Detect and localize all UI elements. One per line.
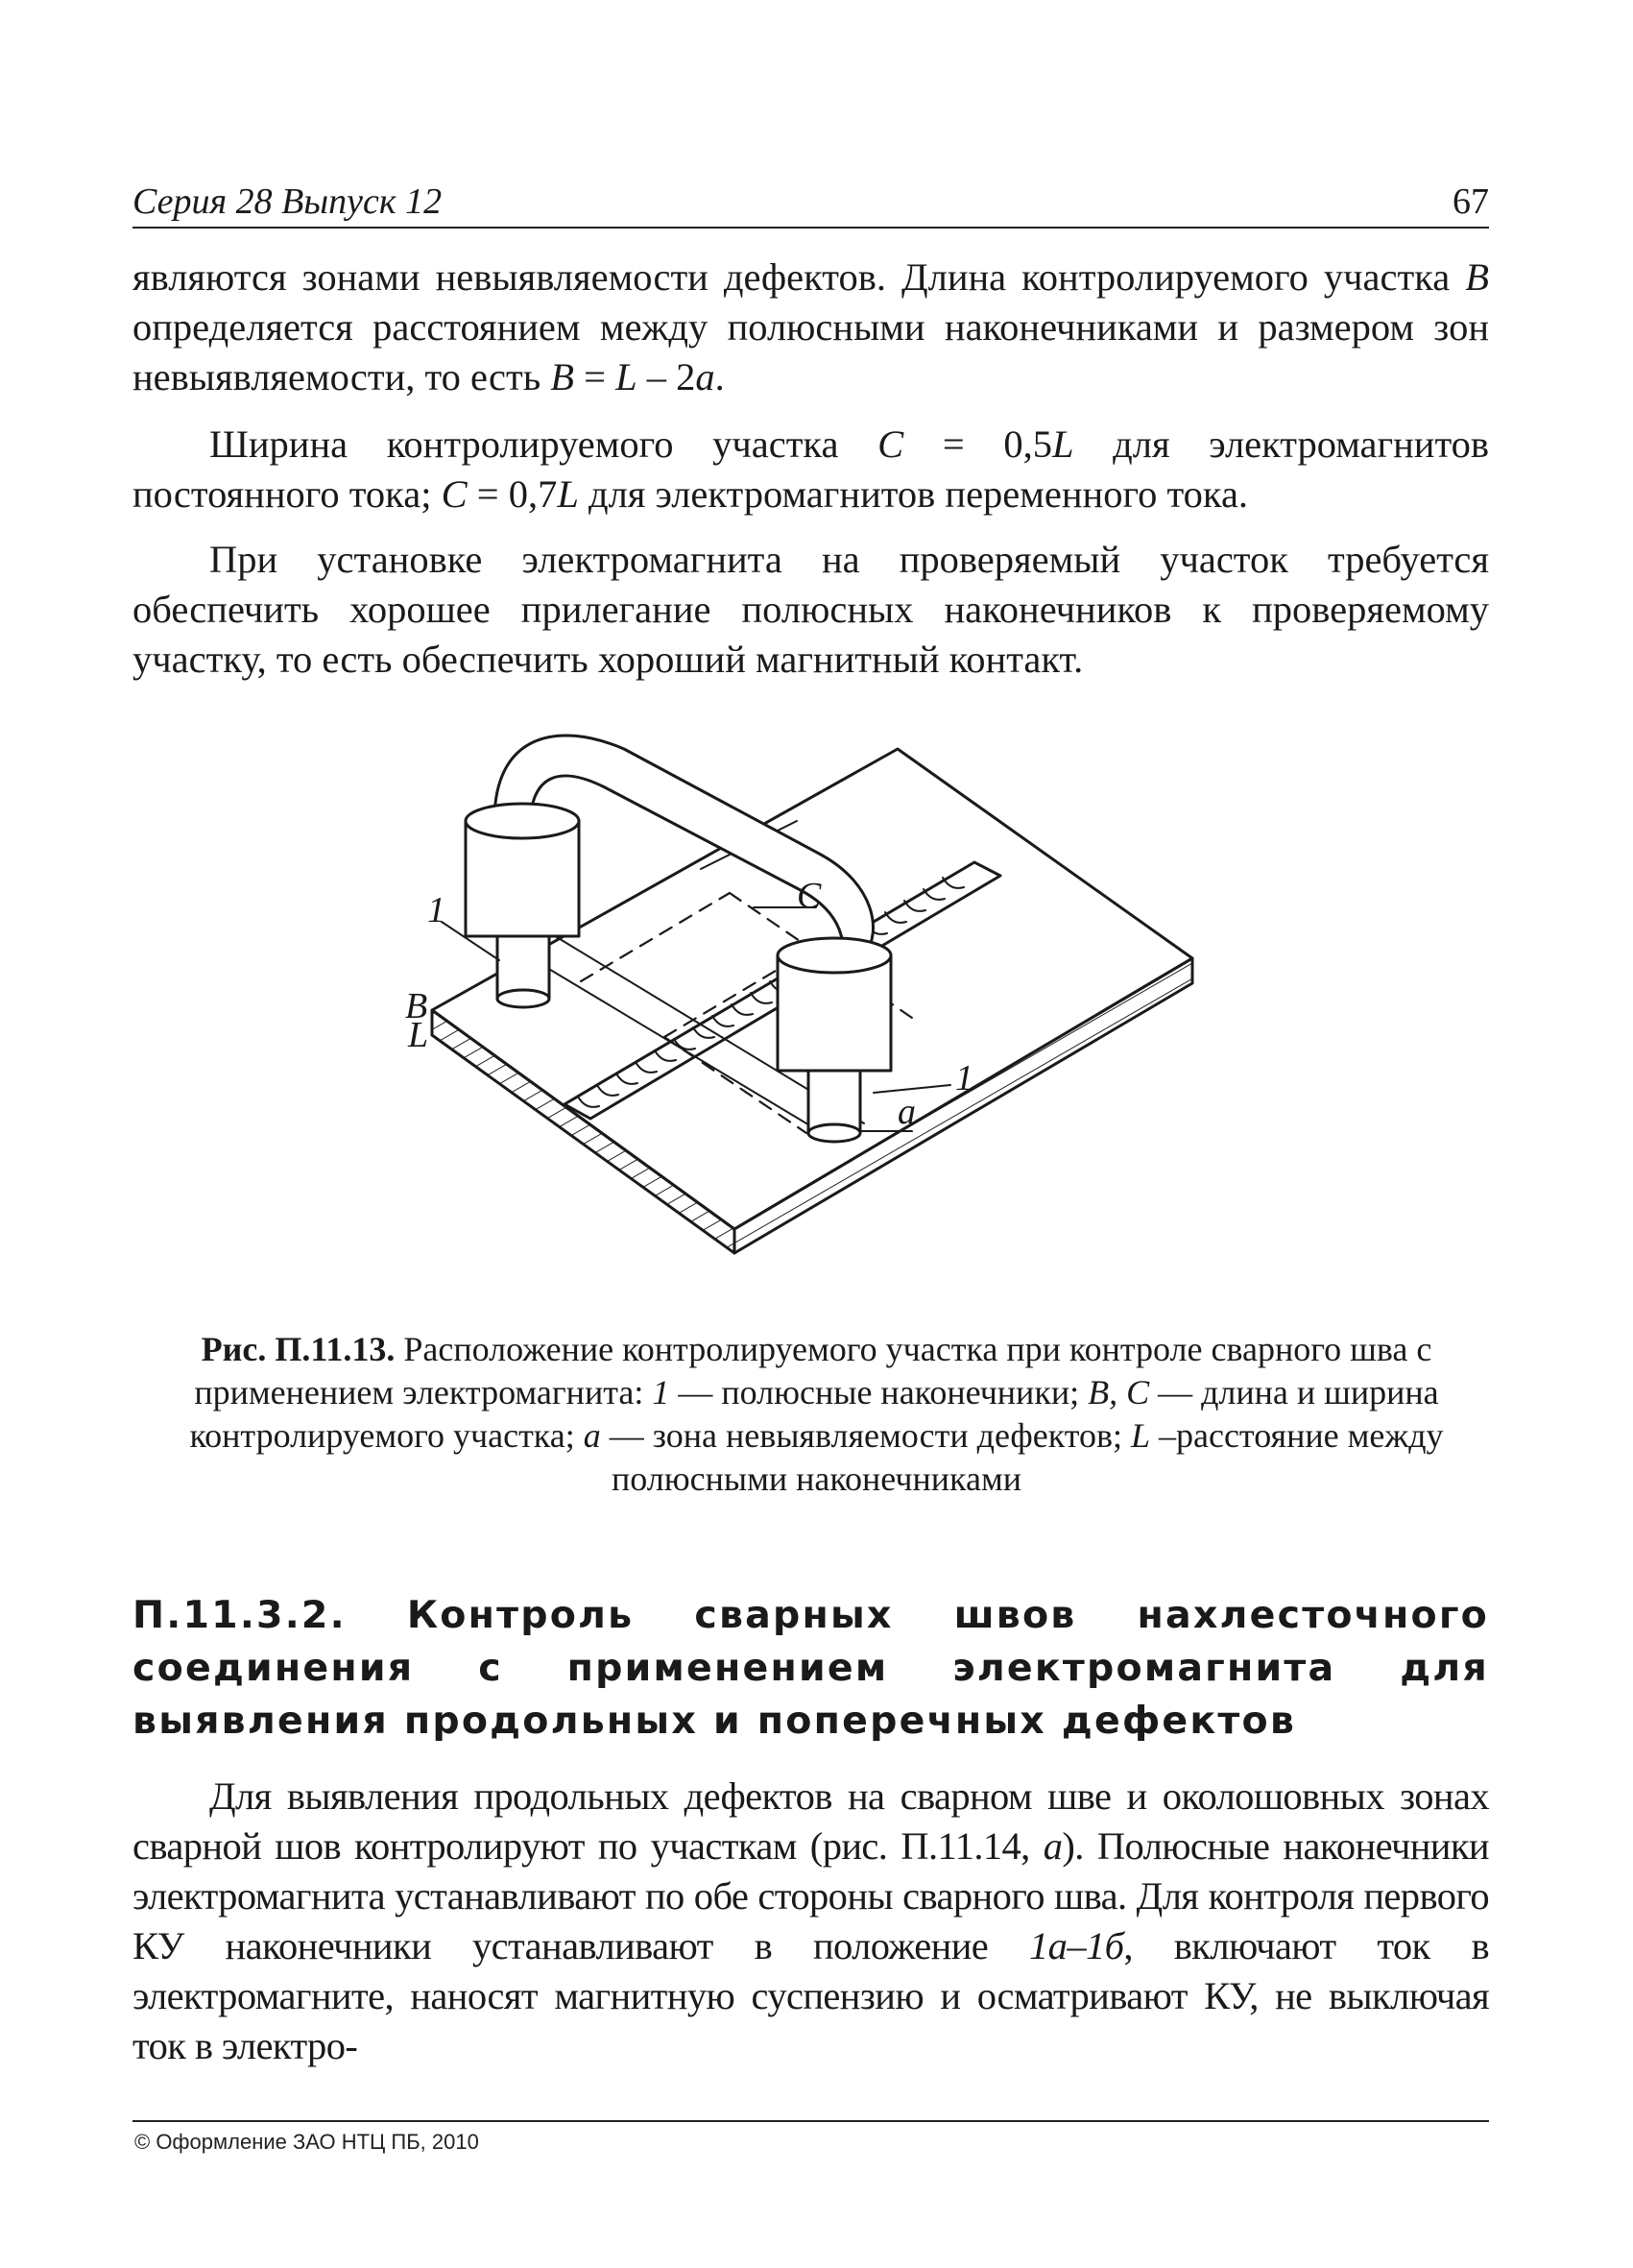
page-number: 67: [1453, 181, 1489, 222]
left-pole-top: [466, 804, 579, 838]
running-header: [132, 181, 1489, 229]
footer-rule: [132, 2120, 1489, 2122]
section-heading: П.11.3.2. Контроль сварных швов нахлесточного соединения с применением электромагнита для выявления продольных и поперечных дефектов: [132, 1593, 1489, 1743]
footer-copyright: © Оформление ЗАО НТЦ ПБ, 2010: [134, 2130, 479, 2154]
label-pole-1-left: 1: [427, 890, 445, 930]
weld-inspection-figure: [405, 730, 1229, 1325]
right-pole-top: [778, 938, 891, 973]
paragraph-1: являются зонами невыявляемости дефектов. Длина контролируемого участка B определяется расстоянием между полюсными наконечниками и размером зон невыявляемости, то есть B = L – 2a.: [132, 255, 1489, 398]
figure-caption: Рис. П.11.13. Расположение контролируемого участка при контроле сварного шва с применением электромагнита: 1 — полюсные наконечники; B, C — длина и ширина контролируемого участка; a — зона невыявляемости дефектов; L –расстояние между полюсными наконечниками: [189, 1330, 1444, 1498]
label-b: B: [405, 986, 428, 1026]
label-l: L: [408, 1015, 429, 1055]
label-c: C: [797, 876, 822, 916]
paragraph-3: При установке электромагнита на проверяемый участок требуется обеспечить хорошее прилегание полюсных наконечников к проверяемому участку, то есть обеспечить хороший магнитный контакт.: [132, 538, 1489, 681]
figure-drawing: [405, 730, 1229, 1325]
paragraph-4: Для выявления продольных дефектов на сварном шве и околошовных зонах сварной шов контролируют по участкам (рис. П.11.14, а). Полюсные наконечники электромагнита устанавливают по обе стороны сварного шва. Для контроля первого КУ наконечники устанавливают в положение 1а–1б, включают ток в электромагните, наносят магнитную суспензию и осматривают КУ, не выключая ток в электро-: [132, 1774, 1490, 2067]
label-a: a: [898, 1092, 916, 1132]
paragraph-2: Ширина контролируемого участка C = 0,5L для электромагнитов постоянного тока; C = 0,7L для электромагнитов переменного тока.: [132, 422, 1490, 516]
caption-label: Рис. П.11.13.: [201, 1330, 396, 1368]
label-pole-1-right: 1: [955, 1058, 973, 1098]
series-title: Серия 28 Выпуск 12: [132, 181, 443, 222]
